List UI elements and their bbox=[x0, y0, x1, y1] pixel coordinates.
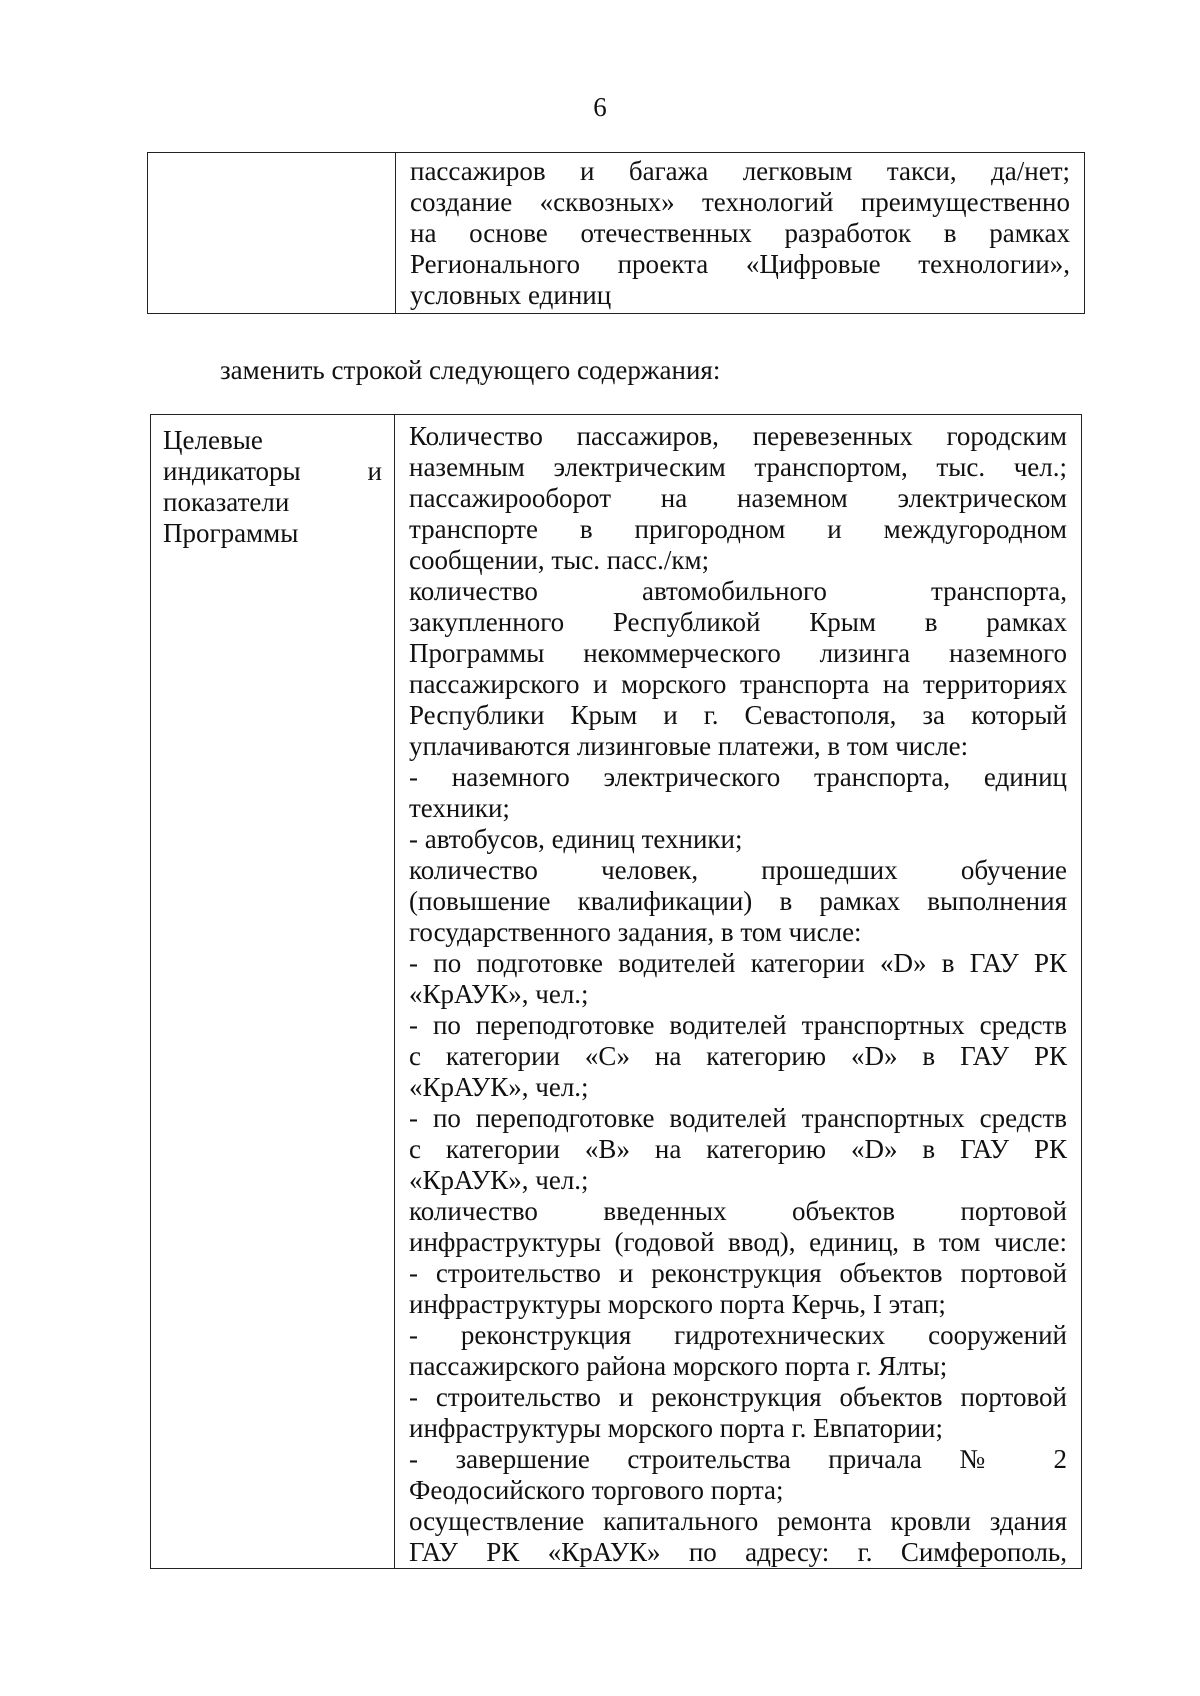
text-line: транспорте в пригородном и междугородном bbox=[409, 514, 1067, 544]
text-line: - строительство и реконструкция объектов портовой bbox=[409, 1382, 1067, 1412]
text-line: - реконструкция гидротехнических сооружений bbox=[409, 1320, 1067, 1350]
text-line: создание «сквозных» технологий преимущественно bbox=[410, 187, 1070, 217]
table-row bbox=[151, 415, 1082, 1569]
text-line: - по подготовке водителей категории «D» в ГАУ РК bbox=[409, 948, 1067, 978]
text-line: государственного задания, в том числе: bbox=[409, 917, 862, 947]
main-table-right-cell bbox=[395, 415, 1082, 1569]
page-number: 6 bbox=[593, 92, 607, 122]
text-line: (повышение квалификации) в рамках выполнения bbox=[409, 886, 1067, 916]
text-line: наземным электрическим транспортом, тыс. чел.; bbox=[409, 452, 1067, 482]
text-line: Республики Крым и г. Севастополя, за который bbox=[409, 700, 1067, 730]
text-line: «КрАУК», чел.; bbox=[409, 1072, 589, 1102]
top-table bbox=[147, 152, 1085, 314]
text-line: - наземного электрического транспорта, единиц bbox=[409, 762, 1067, 792]
text-line: количество введенных объектов портовой bbox=[409, 1196, 1067, 1226]
main-table-right-text bbox=[395, 415, 1081, 1568]
text-line: осуществление капитального ремонта кровли здания bbox=[409, 1506, 1067, 1536]
text-line: - завершение строительства причала № 2 bbox=[409, 1444, 1067, 1474]
text-line: с категории «В» на категорию «D» в ГАУ РК bbox=[409, 1134, 1067, 1164]
text-line: ГАУ РК «КрАУК» по адресу: г. Симферополь, bbox=[409, 1537, 1067, 1567]
main-table bbox=[150, 414, 1082, 1569]
text-line: Регионального проекта «Цифровые технологии», bbox=[410, 249, 1070, 279]
text-line: Программы bbox=[163, 518, 299, 548]
text-line: показатели bbox=[163, 487, 290, 517]
main-table-left-cell bbox=[151, 415, 395, 1569]
text-line: пассажирского района морского порта г. Ялты; bbox=[409, 1351, 948, 1381]
text-line: инфраструктуры морского порта Керчь, I этап; bbox=[409, 1289, 946, 1319]
text-line: Целевые bbox=[163, 425, 263, 455]
section-heading bbox=[163, 425, 382, 549]
text-line: инфраструктуры (годовой ввод), единиц, в том числе: bbox=[409, 1227, 1067, 1257]
text-line: Количество пассажиров, перевезенных городским bbox=[409, 421, 1067, 451]
text-line: - строительство и реконструкция объектов портовой bbox=[409, 1258, 1067, 1288]
text-line: закупленного Республикой Крым в рамках bbox=[409, 607, 1067, 637]
text-line: количество автомобильного транспорта, bbox=[409, 576, 1067, 606]
text-line: «КрАУК», чел.; bbox=[409, 979, 589, 1009]
text-line: «КрАУК», чел.; bbox=[409, 1165, 589, 1195]
text-line: сообщении, тыс. пасс./км; bbox=[409, 545, 710, 575]
text-line: Феодосийского торгового порта; bbox=[409, 1475, 784, 1505]
text-line: пассажирооборот на наземном электрическом bbox=[409, 483, 1067, 513]
top-table-right-text bbox=[396, 153, 1084, 311]
text-line: - по переподготовке водителей транспортных средств bbox=[409, 1103, 1067, 1133]
text-line: количество человек, прошедших обучение bbox=[409, 855, 1067, 885]
text-line: пассажиров и багажа легковым такси, да/нет; bbox=[410, 156, 1070, 186]
text-line: на основе отечественных разработок в рамках bbox=[410, 218, 1070, 248]
text-line: - по переподготовке водителей транспортных средств bbox=[409, 1010, 1067, 1040]
table-row bbox=[148, 153, 1085, 314]
text-line: индикаторы и bbox=[163, 456, 382, 486]
text-line: условных единиц bbox=[410, 280, 612, 310]
text-line: с категории «С» на категорию «D» в ГАУ РК bbox=[409, 1041, 1067, 1071]
text-line: - автобусов, единиц техники; bbox=[409, 824, 743, 854]
text-line: уплачиваются лизинговые платежи, в том числе: bbox=[409, 731, 969, 761]
top-table-left-cell bbox=[148, 153, 396, 314]
replace-instruction: заменить строкой следующего содержания: bbox=[220, 355, 721, 385]
text-line: инфраструктуры морского порта г. Евпатории; bbox=[409, 1413, 944, 1443]
text-line: Программы некоммерческого лизинга наземного bbox=[409, 638, 1067, 668]
text-line: пассажирского и морского транспорта на территориях bbox=[409, 669, 1067, 699]
text-line: техники; bbox=[409, 793, 510, 823]
top-table-right-cell bbox=[396, 153, 1085, 314]
